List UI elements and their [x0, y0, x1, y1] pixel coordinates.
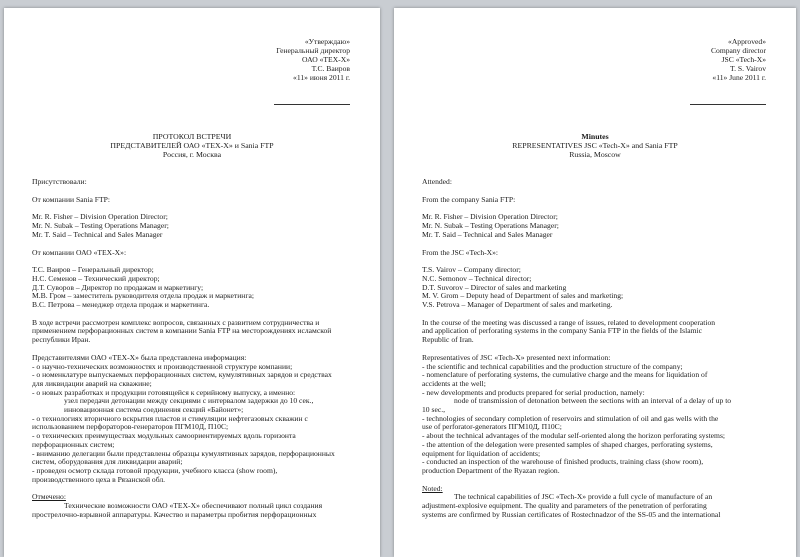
person: М.В. Гром – заместитель руководителя отдела продаж и маркетинга; [32, 292, 254, 301]
title-line: ПРЕДСТАВИТЕЛЕЙ ОАО «ТЕХ-Х» и Sania FTP [110, 141, 274, 150]
text-line: adjustment-explosive equipment. The quality and parameters of the penetration of perforating [422, 502, 707, 511]
signature-line [690, 104, 766, 105]
text-line: производственного цеха в Рязанской обл. [32, 475, 166, 484]
approval-line: Генеральный директор [276, 46, 350, 55]
text-line: Representatives of JSC «Tech-X» presented next information: [422, 353, 611, 362]
attended-label: Присутствовали: [32, 177, 87, 186]
person: Mr. N. Subak – Testing Operations Manager; [422, 222, 559, 231]
text-line: - conducted an inspection of the warehouse of finished products, training class (show room), [422, 458, 704, 467]
info-list [422, 354, 776, 476]
text-line: применением перфорационных систем в компании Sania FTP на месторождениях исламской [32, 327, 332, 336]
person: V.S. Petrova – Manager of Department of sales and marketing. [422, 301, 613, 310]
info-list [32, 354, 360, 485]
person: Д.Т. Суворов – Директор по продажам и маркетингу; [32, 283, 204, 292]
text-line: In the course of the meeting was discussed a range of issues, related to development cooperation [422, 318, 716, 327]
text-line: систем, оборудования для ликвидации аварий; [32, 458, 183, 467]
text-line: use of perforator-generators ПГМ10Д, П10С; [422, 423, 562, 432]
text-line: accidents at the well; [422, 379, 486, 388]
document-page-english [394, 8, 796, 557]
text-line: - about the technical advantages of the modular self-oriented along the horizon perforating systems; [422, 432, 726, 441]
person: Mr. N. Subak – Testing Operations Manager; [32, 222, 169, 231]
title-line: REPRESENTATIVES JSC «Tech-X» and Sania FTP [512, 141, 678, 150]
approval-line: ОАО «ТЕХ-Х» [302, 55, 350, 64]
text-line: использованием перфораторов-генераторов ПГМ10Д, П10С; [32, 423, 229, 432]
title-line: Russia, Moscow [569, 150, 621, 159]
document-title [394, 132, 796, 159]
document-title [4, 132, 380, 159]
company2-people [422, 266, 776, 310]
title-line: Россия, г. Москва [162, 150, 222, 159]
text-line: The technical capabilities of JSC «Tech-X» provide a full cycle of manufacture of an [454, 493, 713, 502]
noted-label: Noted: [422, 483, 443, 493]
company1-people [422, 213, 776, 239]
text-line: прострелочно-взрывной аппаратуры. Качество и параметры пробития перфорационных [32, 510, 317, 519]
text-line: 10 sec., [422, 406, 445, 415]
approval-line: Т.С. Ваиров [311, 64, 350, 73]
text-line: - вниманию делегации были представлены образцы кумулятивных зарядов, перфорационных [32, 449, 335, 458]
person: N.C. Semonov – Technical director; [422, 274, 532, 283]
title-line: ПРОТОКОЛ ВСТРЕЧИ [152, 132, 232, 141]
approval-line: JSC «Tech-X» [721, 55, 766, 64]
text-line: - the scientific and technical capabilities and the production structure of the company; [422, 362, 683, 371]
person: Н.С. Семенов – Технический директор; [32, 274, 160, 283]
text-line: - the attention of the delegation were presented samples of shaped charges, perforating systems, [422, 440, 713, 449]
company1-people [32, 213, 360, 239]
text-line: республики Иран. [32, 336, 91, 345]
signature-line [274, 104, 350, 105]
text-line: - проведен осмотр склада готовой продукции, учебного класса (show room), [32, 466, 278, 475]
text-line: - technologies of secondary completion of reservoirs and stimulation of oil and gas wells with the [422, 414, 719, 423]
company2-label: From the JSC «Tech-X»: [422, 247, 499, 257]
title-line: Minutes [581, 132, 609, 141]
approval-block [276, 38, 350, 83]
text-line: Republic of Iran. [422, 336, 474, 345]
approval-line: «Approved» [728, 38, 766, 46]
person: Mr. T. Said – Technical and Sales Manager [32, 230, 163, 239]
text-line: узел передачи детонации между секциями с интервалом задержки до 10 сек., [64, 397, 314, 406]
text-line: - о научно-технических возможностях и производственной структуре компании; [32, 362, 293, 371]
text-line: инновационная система соединения секций «Байонет»; [64, 406, 244, 415]
person: В.С. Петрова – менеджер отдела продаж и маркетинга. [32, 301, 210, 310]
approval-line: Company director [710, 46, 766, 55]
text-line: - о технологиях вторичного вскрытия пластов и стимуляции нефтегазовых скважин с [32, 414, 308, 423]
noted-paragraph [32, 502, 360, 519]
noted-paragraph [422, 493, 776, 519]
text-line: production Department of the Ryazan region. [422, 466, 560, 475]
approval-block [711, 38, 766, 83]
company1-label: От компании Sania FTP: [32, 194, 110, 204]
attended-label: Attended: [422, 177, 452, 186]
document-page-russian [4, 8, 380, 557]
company1-label: From the company Sania FTP: [422, 194, 516, 204]
discussion-paragraph [32, 319, 360, 345]
text-line: - о новых разработках и продукции готовящейся к серийному выпуску, а именно: [32, 388, 296, 397]
text-line: and application of perforating systems in the company Sania FTP in the fields of the Islamic [422, 327, 702, 336]
approval-line: «Утверждаю» [304, 38, 350, 46]
text-line: - о номенклатуре выпускаемых перфорационных систем, кумулятивных зарядов и средствах [32, 371, 332, 380]
document-body [32, 178, 360, 529]
approval-line: «11» June 2011 г. [712, 73, 766, 82]
text-line: для ликвидации аварий на скважине; [32, 379, 152, 388]
noted-label: Отмечено: [32, 492, 66, 502]
person: M. V. Grom – Deputy head of Department of sales and marketing; [422, 292, 624, 301]
text-line: - о технических преимуществах модульных самоориентируемых вдоль горизонта [32, 432, 296, 441]
company2-people [32, 266, 360, 310]
text-line: node of transmission of detonation between the sections with an interval of a delay of up to [454, 397, 732, 406]
text-line: Представителями ОАО «ТЕХ-Х» была представлена информация: [32, 353, 247, 362]
text-line: перфорационных систем; [32, 440, 115, 449]
approval-line: T. S. Vairov [730, 64, 766, 73]
approval-line: «11» июня 2011 г. [293, 73, 350, 82]
text-line: Технические возможности ОАО «ТЕХ-Х» обеспечивают полный цикл создания [64, 502, 323, 511]
person: Mr. R. Fisher – Division Operation Director; [422, 213, 558, 222]
person: T.S. Vairov – Company director; [422, 266, 521, 275]
person: D.T. Suvorov – Director of sales and marketing [422, 283, 567, 292]
text-line: - new developments and products prepared for serial production, namely: [422, 388, 645, 397]
text-line: В ходе встречи рассмотрен комплекс вопросов, связанных с развитием сотрудничества и [32, 318, 320, 327]
person: Т.С. Ваиров – Генеральный директор; [32, 266, 154, 275]
document-body [422, 178, 776, 529]
discussion-paragraph [422, 319, 776, 345]
text-line: systems are confirmed by Russian certificates of Rostechnadzor of the SS-05 and the international [422, 510, 721, 519]
text-line: equipment for liquidation of accidents; [422, 449, 541, 458]
company2-label: От компании ОАО «ТЕХ-Х»: [32, 247, 127, 257]
text-line: - nomenclature of perforating systems, the cumulative charge and the means for liquidation of [422, 371, 708, 380]
person: Mr. R. Fisher – Division Operation Director; [32, 213, 168, 222]
person: Mr. T. Said – Technical and Sales Manager [422, 230, 553, 239]
